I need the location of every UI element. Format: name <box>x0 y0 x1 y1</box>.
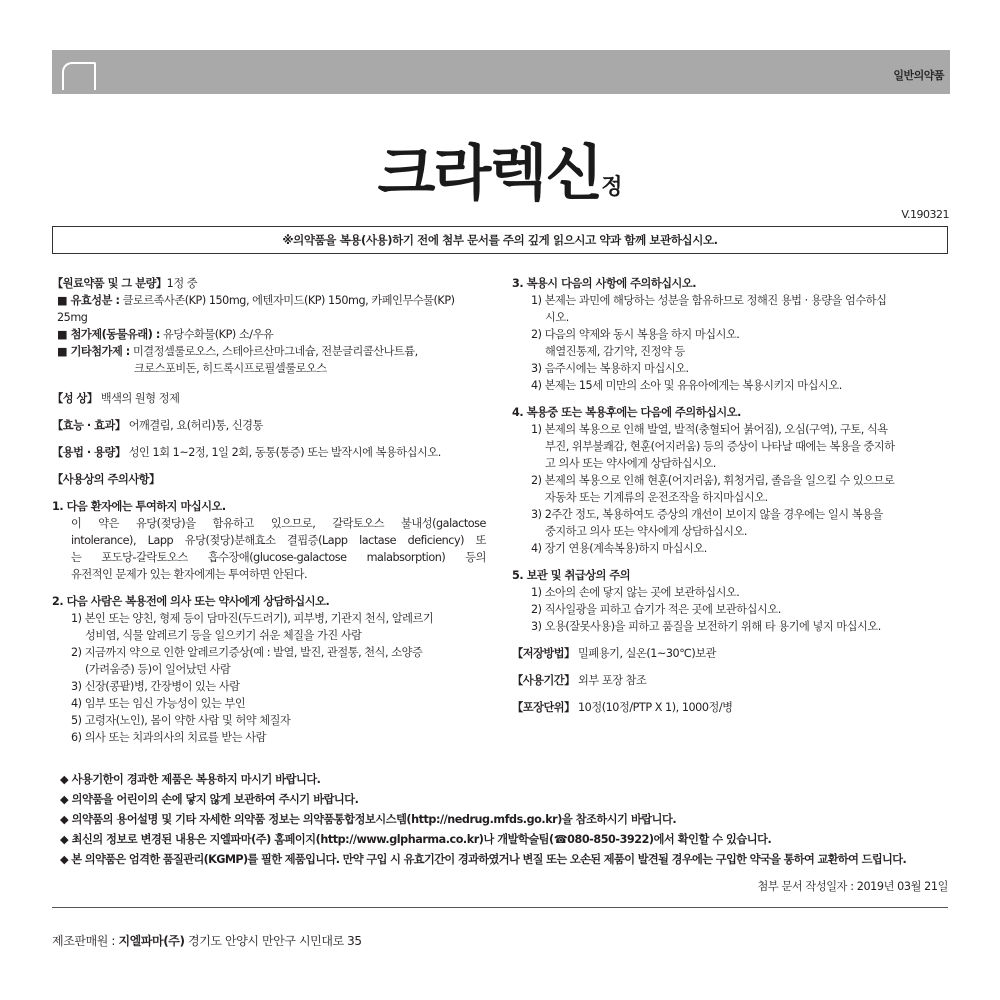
appearance-value: 백색의 원형 정제 <box>100 392 180 405</box>
manufacturer-company: 지엘파마(주) <box>118 934 185 948</box>
section-2-item: 1) 본인 또는 양친, 형제 등이 담마진(두드러기), 피부병, 기관지 천식, 알레르기 <box>71 612 434 625</box>
storage-label: 【저장방법】 <box>512 647 575 660</box>
package-label: 【포장단위】 <box>512 701 575 714</box>
drug-category: 일반의약품 <box>893 69 944 82</box>
section-2-item: 4) 임부 또는 임신 가능성이 있는 부인 <box>71 697 246 710</box>
notice-item: ◆ 최신의 정보로 변경된 내용은 지엘파마(주) 홈페이지(http://www.glpharma.co.kr)나 개발학술팀(☎080-850-3922)에서 확인할 수 있습니다. <box>60 833 772 846</box>
product-title <box>0 126 1000 212</box>
document-date: 첨부 문서 작성일자 : 2019년 03월 21일 <box>757 880 948 893</box>
ingredients-heading: 【원료약품 및 그 분량】 <box>52 277 167 290</box>
section-2-title: 2. 다음 사람은 복용전에 의사 또는 약사에게 상담하십시오. <box>52 595 330 608</box>
section-1-title: 1. 다음 환자에는 투여하지 마십시오. <box>52 500 226 513</box>
product-form: 정 <box>601 175 623 200</box>
section-3-item: 4) 본제는 15세 미만의 소아 및 유유아에게는 복용시키지 마십시오. <box>531 379 842 392</box>
manufacturer-line <box>52 932 362 949</box>
active-value: 클로르족사존(KP) 150mg, 에텐자미드(KP) 150mg, 카페인무수물(KP) 25mg <box>57 294 455 324</box>
appearance-row <box>52 390 486 407</box>
section-4-item: 중지하고 의사 또는 약사에게 상담하십시오. <box>545 525 747 538</box>
ingredients-row <box>52 275 486 292</box>
notice-item: ◆ 의약품을 어린이의 손에 닿지 않게 보관하여 주시기 바랍니다. <box>60 793 359 806</box>
dosage-label: 【용법 · 용량】 <box>52 446 126 459</box>
additive-value: 유당수화물(KP) 소/우유 <box>162 328 274 341</box>
notice-item: ◆ 의약품의 용어설명 및 기타 자세한 의약품 정보는 의약품통합정보시스템(http://nedrug.mfds.go.kr)을 참조하시기 바랍니다. <box>60 813 677 826</box>
section-5-item: 2) 직사일광을 피하고 습기가 적은 곳에 보관하십시오. <box>531 603 781 616</box>
section-2-item: 성비염, 식물 알레르기 등을 일으키기 쉬운 체질을 가진 사람 <box>85 629 362 642</box>
notice-item: ◆ 사용기한이 경과한 제품은 복용하지 마시기 바랍니다. <box>60 773 321 786</box>
other-label: ■ 기타첨가제 : <box>57 345 130 358</box>
storage-value: 밀폐용기, 실온(1~30℃)보관 <box>578 647 716 660</box>
section-2-item: 6) 의사 또는 치과의사의 치료를 받는 사람 <box>71 731 266 744</box>
additive-row <box>52 326 486 343</box>
dosage-row <box>52 444 486 461</box>
section-1-line: intolerance), Lapp 유당(젖당)분해효소 결핍증(Lapp lactase deficiency) 또 <box>71 534 486 547</box>
section-1-line: 는 포도당-갈락토오스 흡수장애(glucose-galactose malabsorption) 등의 <box>71 551 486 564</box>
expiry-row <box>512 672 950 689</box>
section-2-item: 2) 지금까지 약으로 인한 알레르기증상(예 : 발열, 발진, 관절통, 천식, 소양증 <box>71 646 423 659</box>
section-4-item: 자동차 또는 기계류의 운전조작을 하지마십시오. <box>545 491 768 504</box>
expiry-value: 외부 포장 참조 <box>578 674 647 687</box>
active-ingredient-row <box>52 292 486 326</box>
section-2-item: 3) 신장(콩팥)병, 간장병이 있는 사람 <box>71 680 240 693</box>
precautions-heading: 【사용상의 주의사항】 <box>52 473 160 486</box>
section-3-title: 3. 복용시 다음의 사항에 주의하십시오. <box>512 277 697 290</box>
notice-item: ◆ 본 의약품은 엄격한 품질관리(KGMP)를 필한 제품입니다. 만약 구입 시 유효기간이 경과하였거나 변질 또는 오손된 제품이 발견될 경우에는 구입한 약국을 통하여 교환하여 드립니다. <box>60 853 907 866</box>
section-4-item: 2) 본제의 복용으로 인해 현훈(어지러움), 휘청거림, 졸음을 일으킬 수 있으므로 <box>531 474 895 487</box>
warning-box: ※의약품을 복용(사용)하기 전에 첨부 문서를 주의 깊게 읽으시고 약과 함께 보관하십시오. <box>52 226 948 254</box>
section-1-line: 유전적인 문제가 있는 환자에게는 투여하면 안된다. <box>71 568 308 581</box>
divider <box>52 907 948 908</box>
version-label: V.190321 <box>901 208 949 221</box>
additive-label: ■ 첨가제(동물유래) : <box>57 328 160 341</box>
section-4-item: 부진, 위부불쾌감, 현훈(어지러움) 등의 증상이 나타날 때에는 복용을 중지하 <box>545 440 895 453</box>
section-3-item: 시오. <box>545 311 569 324</box>
section-3-item: 2) 다음의 약제와 동시 복용을 하지 마십시오. <box>531 328 740 341</box>
section-4-item: 고 의사 또는 약사에게 상담하십시오. <box>545 457 716 470</box>
section-5-title: 5. 보관 및 취급상의 주의 <box>512 569 631 582</box>
efficacy-value: 어깨결림, 요(허리)통, 신경통 <box>128 419 263 432</box>
manufacturer-address: 경기도 안양시 만안구 시민대로 35 <box>188 934 362 948</box>
appearance-label: 【성 상】 <box>52 392 98 405</box>
package-value: 10정(10정/PTP X 1), 1000정/병 <box>578 701 733 714</box>
dosage-value: 성인 1회 1~2정, 1일 2회, 동통(통증) 또는 발작시에 복용하십시오. <box>128 446 441 459</box>
product-name: 크라렉신 <box>377 139 602 209</box>
storage-row <box>512 645 950 662</box>
section-4-item: 4) 장기 연용(계속복용)하지 마십시오. <box>531 542 707 555</box>
manufacturer-label: 제조판매원 : <box>52 934 116 948</box>
tab-shape-icon <box>62 62 96 90</box>
section-3-item: 3) 음주시에는 복용하지 마십시오. <box>531 362 689 375</box>
other-value-cont: 크로스포비돈, 히드록시프로필셀룰로오스 <box>134 362 327 375</box>
right-column <box>512 275 950 716</box>
section-1-line: 이 약은 유당(젖당)을 함유하고 있으므로, 갈락토오스 불내성(galactose <box>71 517 486 530</box>
section-3-item: 해열진통제, 감기약, 진정약 등 <box>545 345 685 358</box>
section-4-title: 4. 복용중 또는 복용후에는 다음에 주의하십시오. <box>512 406 741 419</box>
efficacy-row <box>52 417 486 434</box>
expiry-label: 【사용기간】 <box>512 674 575 687</box>
section-4-item: 1) 본제의 복용으로 인해 발열, 발적(충혈되어 붉어짐), 오심(구역), 구토, 식욕 <box>531 423 888 436</box>
active-label: ■ 유효성분 : <box>57 294 120 307</box>
other-additive-row <box>52 343 486 360</box>
section-5-item: 1) 소아의 손에 닿지 않는 곳에 보관하십시오. <box>531 586 740 599</box>
header-bar <box>52 50 950 94</box>
package-row <box>512 699 950 716</box>
ingredients-heading-value: 1정 중 <box>166 277 198 290</box>
section-2-item: 5) 고령자(노인), 몸이 약한 사람 및 허약 체질자 <box>71 714 291 727</box>
section-4-item: 3) 2주간 정도, 복용하여도 증상의 개선이 보이지 않을 경우에는 일시 복용을 <box>531 508 883 521</box>
section-3-item: 1) 본제는 과민에 해당하는 성분을 함유하므로 정해진 용법 · 용량을 엄수하십 <box>531 294 887 307</box>
notice-list <box>52 770 948 870</box>
other-value: 미결정셀룰로오스, 스테아르산마그네슘, 전분글리콜산나트륨, <box>132 345 418 358</box>
efficacy-label: 【효능 · 효과】 <box>52 419 126 432</box>
section-5-item: 3) 오용(잘못사용)을 피하고 품질을 보전하기 위해 타 용기에 넣지 마십시오. <box>531 620 881 633</box>
section-2-item: (가려움증) 등)이 일어났던 사람 <box>85 663 231 676</box>
left-column <box>52 275 486 746</box>
